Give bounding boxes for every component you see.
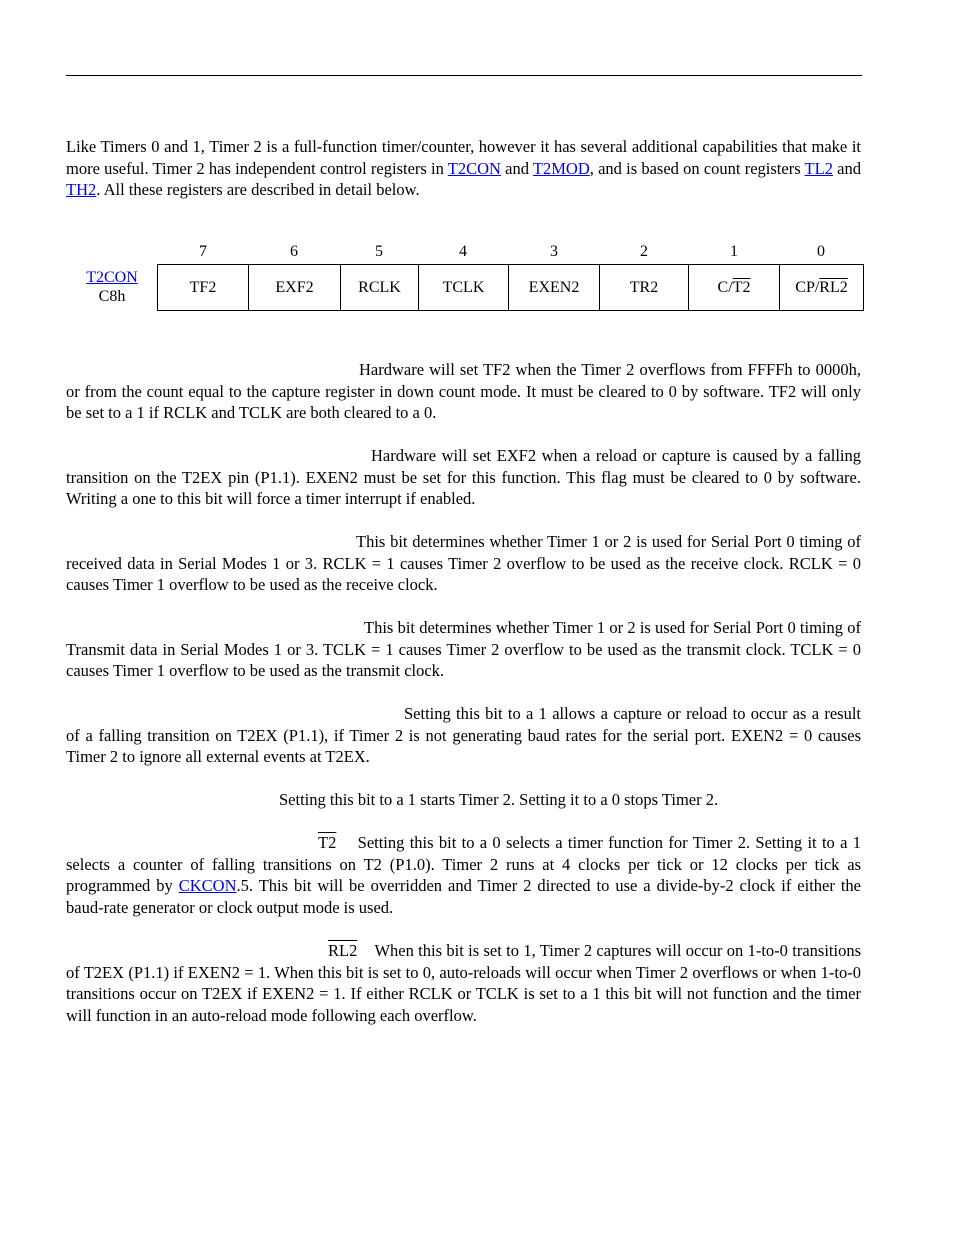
- bit-label-rclk: RCLK: [358, 278, 401, 296]
- intro-text-and-1: and: [500, 158, 533, 178]
- tclk-description: [66, 617, 861, 682]
- bit-cell-ct2: [689, 265, 780, 311]
- bit-cell-tr2: [600, 265, 689, 311]
- bit-number-1: 1: [730, 243, 738, 260]
- t2con-register-table: [157, 264, 864, 311]
- intro-text-1: Like Timers 0 and 1, Timer 2 is a full-function timer/counter, however it has several additional capabilities that make it more useful. Timer 2 has independent control registers in: [66, 137, 861, 178]
- tr2-description: [66, 789, 861, 811]
- ct2-description-text-2: .5. This bit will be overridden and Timer 2 directed to use a divide-by-2 clock if either the baud-rate generator or clock output mode is used.: [66, 876, 861, 917]
- tclk-description-text: This bit determines whether Timer 1 or 2 is used for Serial Port 0 timing of Transmit data in Serial Modes 1 or 3. TCLK = 1 causes Timer 2 overflow to be used as the transmit clock. TCLK = 0 causes Timer 1 overflow to be used as the transmit clock.: [66, 618, 861, 681]
- intro-text-and-2: and: [832, 158, 862, 178]
- tl2-link[interactable]: TL2: [804, 158, 833, 178]
- register-address: C8h: [98, 288, 126, 305]
- bit-label-cprl2-overline: RL2: [819, 278, 848, 296]
- bit-cell-tf2: [158, 265, 249, 311]
- bit-label-tclk: TCLK: [442, 278, 485, 296]
- bit-label-tr2: TR2: [629, 278, 659, 296]
- exen2-description-text: Setting this bit to a 1 allows a capture or reload to occur as a result of a falling transition on T2EX (P1.1), if Timer 2 is not generating baud rates for the serial port. EXEN2 = 0 causes Timer 2 to ignore all external events at T2EX.: [66, 704, 861, 767]
- bit-label-cprl2-prefix: CP/: [795, 278, 820, 296]
- t2mod-link[interactable]: T2MOD: [532, 158, 590, 178]
- exf2-description: [66, 445, 861, 510]
- tf2-description: [66, 359, 861, 424]
- rclk-description: [66, 531, 861, 596]
- ckcon-link[interactable]: CKCON: [178, 876, 237, 896]
- bit-number-3: 3: [550, 243, 558, 260]
- ct2-description-text-1: Setting this bit to a 0 selects a timer function for Timer 2. Setting it to a 1 selects a counter of falling transitions on T2 (P1.0). Timer 2 runs at 4 clocks per tick or 12 clocks per tick as programmed by: [66, 833, 862, 896]
- bit-label-exf2: EXF2: [275, 278, 314, 296]
- bit-label-ct2-overline: T2: [732, 278, 751, 296]
- register-name-link[interactable]: T2CON: [86, 269, 138, 286]
- ct2-description: [66, 832, 861, 918]
- bit-number-4: 4: [459, 243, 467, 260]
- header-rule: [66, 75, 862, 76]
- bit-number-2: 2: [640, 243, 648, 260]
- bit-number-row: [158, 242, 863, 262]
- t2con-link[interactable]: T2CON: [447, 158, 501, 178]
- rclk-description-text: This bit determines whether Timer 1 or 2 is used for Serial Port 0 timing of received data in Serial Modes 1 or 3. RCLK = 1 causes Timer 2 overflow to be used as the receive clock. RCLK = 0 causes Timer 1 overflow to be used as the receive clock.: [66, 532, 861, 595]
- bit-cell-exf2: [249, 265, 341, 311]
- intro-text-3: . All these registers are described in detail below.: [96, 180, 420, 200]
- cprl2-mark: RL2: [328, 941, 358, 960]
- bit-label-ct2-prefix: C/: [717, 278, 733, 296]
- exen2-description: [66, 703, 861, 768]
- bit-cell-tclk: [419, 265, 509, 311]
- exf2-description-text: Hardware will set EXF2 when a reload or capture is caused by a falling transition on the T2EX pin (P1.1). EXEN2 must be set for this function. This flag must be cleared to 0 by software. Writing a one to this bit will force a timer interrupt if enabled.: [66, 446, 861, 509]
- bit-number-6: 6: [290, 243, 298, 260]
- bit-label-exen2: EXEN2: [528, 278, 580, 296]
- bit-number-0: 0: [817, 243, 825, 260]
- tr2-description-text: Setting this bit to a 1 starts Timer 2. Setting it to a 0 stops Timer 2.: [279, 790, 719, 809]
- bit-cell-exen2: [509, 265, 600, 311]
- bit-label-tf2: TF2: [189, 278, 217, 296]
- th2-link[interactable]: TH2: [66, 180, 97, 200]
- tf2-description-text: Hardware will set TF2 when the Timer 2 overflows from FFFFh to 0000h, or from the count equal to the capture register in down count mode. It must be cleared to 0 by software. TF2 will only be set to a 1 if RCLK and TCLK are both cleared to a 0.: [66, 360, 861, 423]
- ct2-mark: T2: [318, 833, 337, 852]
- cprl2-description-text: When this bit is set to 1, Timer 2 captures will occur on 1-to-0 transitions of T2EX (P1.1) if EXEN2 = 1. When this bit is set to 0, auto-reloads will occur when Timer 2 overflows or when 1-to-0 transitions occur on T2EX if EXEN2 = 1. If either RCLK or TCLK is set to a 1 this bit will not function and the timer will function in an auto-reload mode following each overflow.: [66, 941, 861, 1025]
- intro-text-2: , and is based on count registers: [589, 158, 805, 178]
- bit-number-5: 5: [375, 243, 383, 260]
- bit-cell-rclk: [341, 265, 419, 311]
- cprl2-description: [66, 940, 861, 1026]
- register-label: [80, 268, 144, 306]
- intro-paragraph: [66, 136, 861, 201]
- bit-number-7: 7: [199, 243, 207, 260]
- bit-cell-cprl2: [780, 265, 864, 311]
